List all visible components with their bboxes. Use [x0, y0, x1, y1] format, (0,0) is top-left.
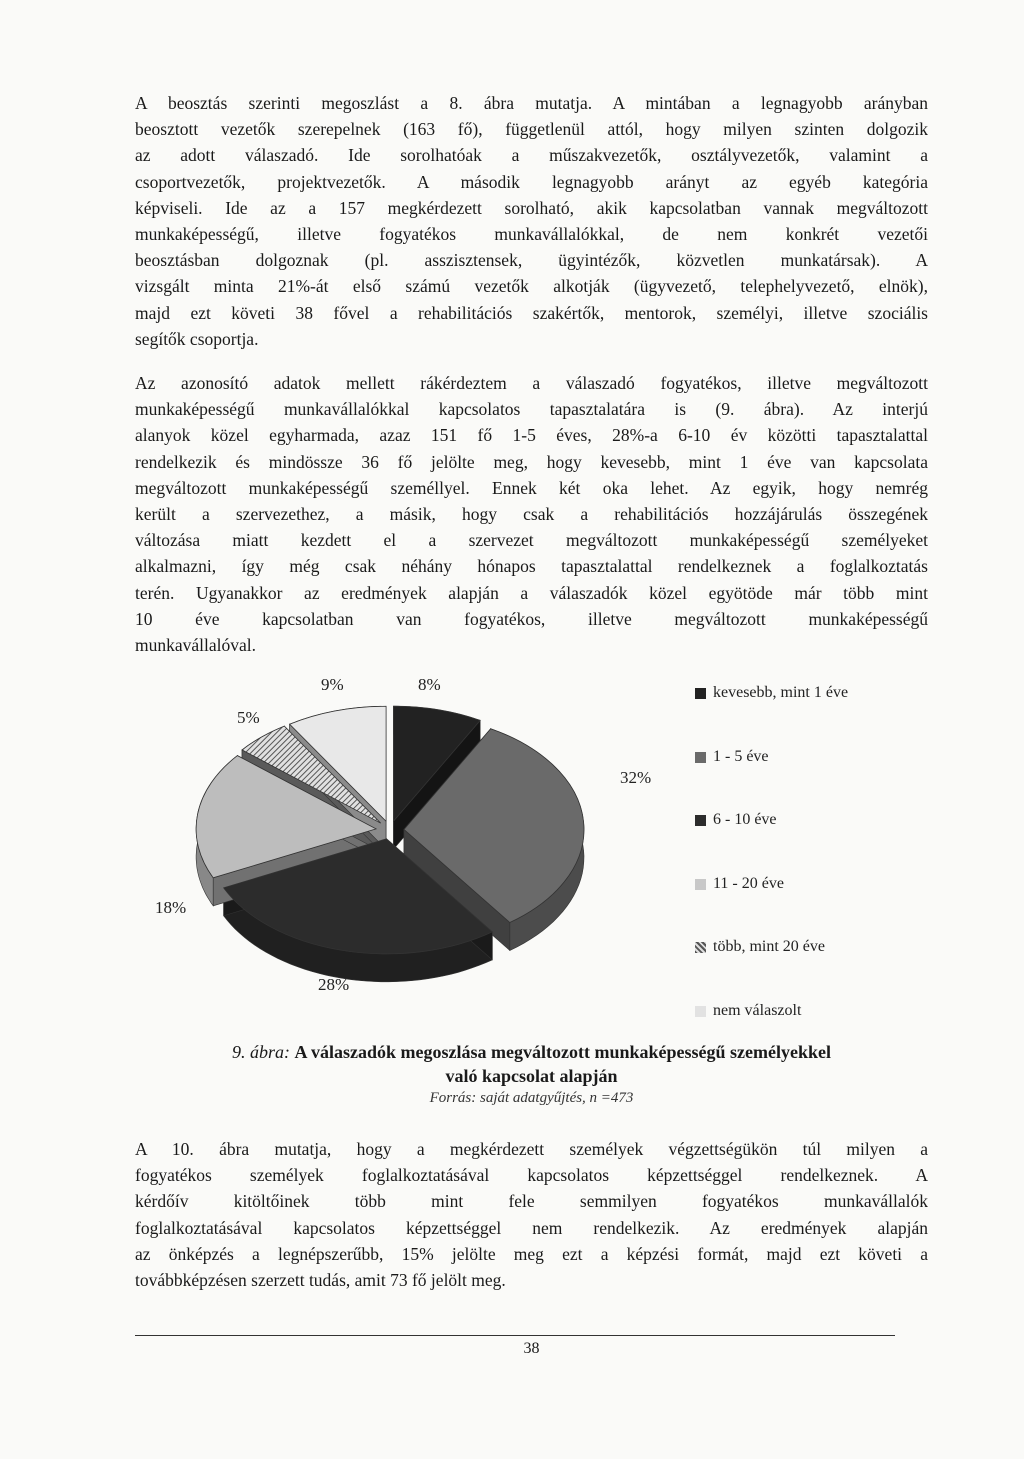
text-line: A 10. ábra mutatja, hogy a megkérdezett személyek végzettségükön túl milyen a	[135, 1139, 928, 1159]
text-line: majd ezt követi 38 fővel a rehabilitációs szakértők, mentorok, személyi, illetve szociális	[135, 302, 928, 323]
legend-item-3	[695, 810, 777, 830]
legend-swatch	[695, 815, 706, 826]
text-line: rendelkezik és mindössze 36 fő jelölte meg, hogy kevesebb, mint 1 éve van kapcsolata	[135, 451, 928, 472]
slice-label-1: 8%	[418, 675, 441, 694]
text-line: került a szervezethez, a másik, hogy csak a rehabilitációs hozzájárulás összegének	[135, 504, 928, 525]
legend-swatch	[695, 688, 706, 699]
text-line: 10 éve kapcsolatban van fogyatékos, illetve megváltozott munkaképességű	[135, 608, 928, 629]
text-line: A beosztás szerinti megoszlást a 8. ábra mutatja. A mintában a legnagyobb arányban	[135, 93, 928, 113]
legend-swatch	[695, 942, 706, 953]
text-line: foglalkoztatásával kapcsolatos képzettséggel nem rendelkezik. Az eredmények alapján	[135, 1217, 928, 1238]
legend-item-4	[695, 874, 784, 894]
paragraph-3	[135, 1136, 928, 1293]
legend-swatch	[695, 879, 706, 890]
text-line: vizsgált minta 21%-át első számú vezetők alkotják (ügyvezető, telephelyvezető, elnök),	[135, 276, 928, 297]
text-line: megváltozott munkaképességű személlyel. Ennek két oka lehet. Az egyik, hogy nemrég	[135, 477, 928, 498]
pie-chart	[140, 665, 700, 1005]
caption-source: Forrás: saját adatgyűjtés, n =473	[429, 1090, 634, 1106]
page-number: 38	[523, 1340, 540, 1357]
legend-item-6	[695, 1001, 801, 1021]
paragraph-2	[135, 370, 928, 658]
text-line: segítők csoportja.	[135, 328, 259, 349]
slice-label-6: 9%	[321, 675, 344, 694]
text-line: terén. Ugyanakkor az eredmények alapján a válaszadók közel egyötöde már több mint	[135, 582, 928, 603]
text-line: alanyok közel egyharmada, azaz 151 fő 1-5 éves, 28%-a 6-10 év közötti tapasztalattal	[135, 425, 928, 446]
paragraph-1	[135, 90, 928, 352]
text-line: fogyatékos személyek foglalkoztatásával kapcsolatos képzettséggel rendelkeznek. A	[135, 1165, 928, 1186]
caption-title-line-1: A válaszadók megoszlása megváltozott munkaképességű személyekkel	[294, 1042, 831, 1062]
legend-swatch	[695, 1006, 706, 1017]
slice-label-2: 32%	[620, 768, 652, 787]
text-line: beosztott vezetők szerepelnek (163 fő), függetlenül attól, hogy milyen szinten dolgozik	[135, 119, 928, 140]
slice-label-4: 18%	[155, 898, 187, 917]
text-line: továbbképzésen szerzett tudás, amit 73 fő jelölt meg.	[135, 1270, 506, 1291]
figure-caption	[135, 1040, 928, 1108]
legend-label: 6 - 10 éve	[713, 811, 777, 828]
text-line: beosztásban dolgoznak (pl. asszisztensek, ügyintézők, közvetlen munkatársak). A	[135, 250, 928, 271]
text-line: képviseli. Ide az a 157 megkérdezett sorolható, akik kapcsolatban vannak megváltozott	[135, 197, 928, 218]
text-line: munkavállalóval.	[135, 635, 257, 656]
legend-label: kevesebb, mint 1 éve	[713, 684, 849, 701]
legend-item-5	[695, 937, 825, 957]
text-line: munkaképességű munkavállalókkal kapcsolatos tapasztalatára is (9. ábra). Az interjú	[135, 399, 928, 420]
caption-title-line-2: való kapcsolat alapján	[445, 1066, 618, 1086]
text-line: csoportvezetők, projektvezetők. A második legnagyobb arányt az egyéb kategória	[135, 171, 928, 192]
text-line: az önképzés a legnépszerűbb, 15% jelölte meg ezt a képzési formát, majd ezt követi a	[135, 1243, 928, 1264]
slice-label-3: 28%	[318, 975, 350, 994]
legend-label: több, mint 20 éve	[713, 938, 825, 955]
legend-label: 1 - 5 éve	[713, 748, 769, 765]
slice-label-5: 5%	[237, 708, 260, 727]
text-line: Az azonosító adatok mellett rákérdeztem a válaszadó fogyatékos, illetve megváltozott	[135, 373, 928, 393]
caption-label: 9. ábra:	[232, 1042, 291, 1062]
legend-item-2	[695, 747, 769, 767]
footer-rule	[135, 1335, 895, 1336]
text-line: kérdőív kitöltőinek több mint fele semmilyen fogyatékos munkavállalók	[135, 1191, 928, 1212]
legend-item-1	[695, 683, 848, 703]
text-line: munkaképességű, illetve fogyatékos munkavállalókkal, de nem konkrét vezetői	[135, 224, 928, 245]
text-line: változása miatt kezdett el a szervezet megváltozott munkaképességű személyeket	[135, 530, 928, 551]
text-line: az adott válaszadó. Ide sorolhatóak a műszakvezetők, osztályvezetők, valamint a	[135, 145, 928, 166]
legend-label: 11 - 20 éve	[713, 875, 784, 892]
text-line: alkalmazni, így még csak néhány hónapos tapasztalattal rendelkeznek a foglalkoztatás	[135, 556, 928, 577]
legend-label: nem válaszolt	[713, 1002, 802, 1019]
legend-swatch	[695, 752, 706, 763]
